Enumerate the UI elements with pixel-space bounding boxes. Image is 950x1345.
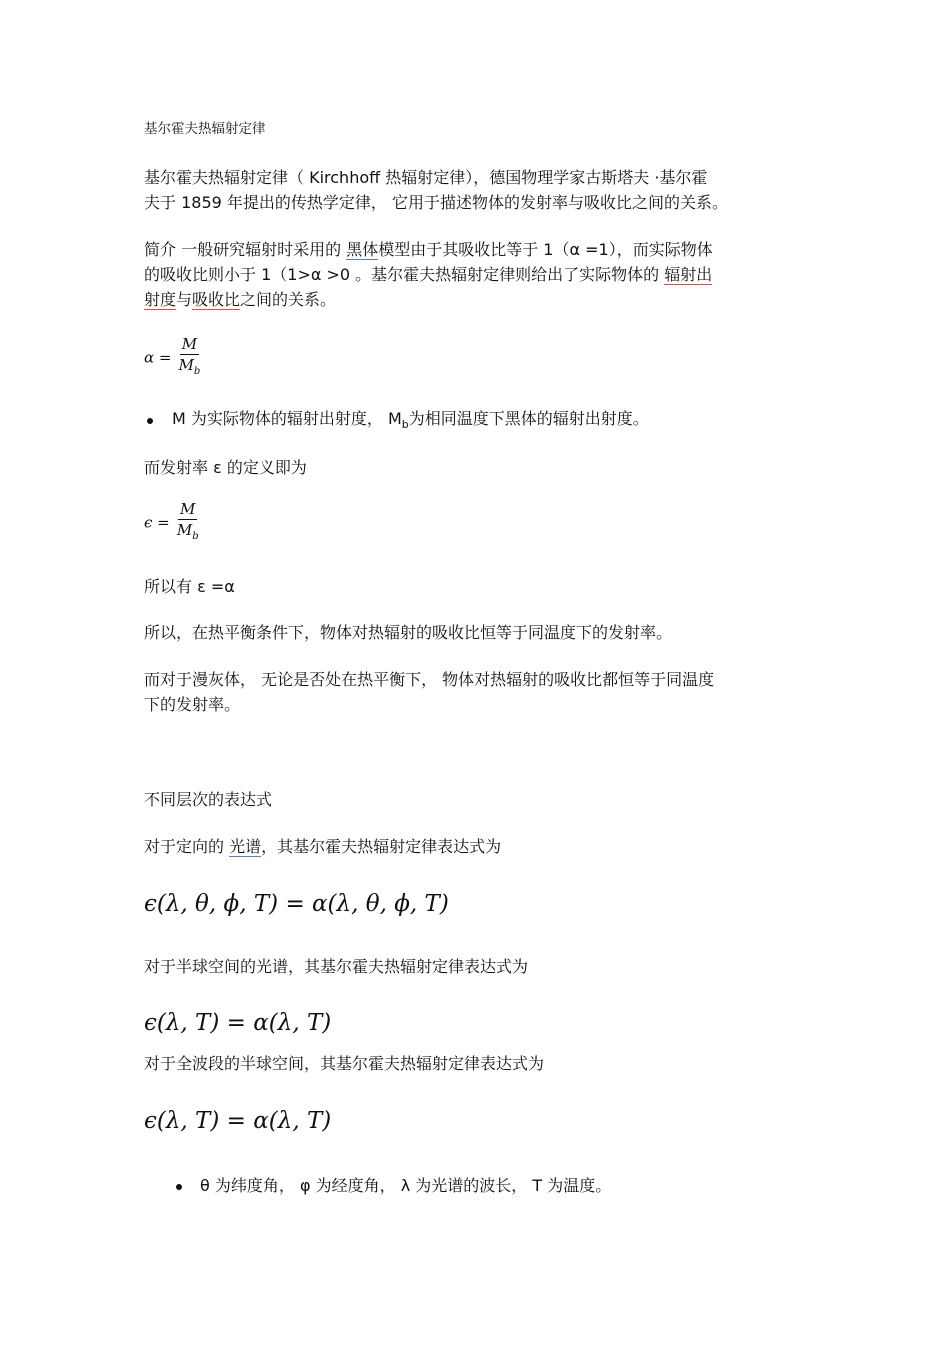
intro-line-1: 基尔霍夫热辐射定律（ Kirchhoff 热辐射定律），德国物理学家古斯塔夫 ·基尔霍 [144, 168, 708, 187]
emissivity-definition: 而发射率 ε 的定义即为 [144, 458, 307, 477]
link-radiant-exitance-part1[interactable]: 辐射出 [664, 265, 713, 284]
document-title: 基尔霍夫热辐射定律 [144, 121, 266, 137]
bullet-dot [176, 1184, 182, 1190]
link-blackbody[interactable]: 黑体 [346, 240, 379, 259]
bullet-dot [147, 418, 153, 424]
formula-epsilon: ϵ = $\frac{M}{M_b}$ [144, 500, 804, 546]
intro-paragraph [144, 165, 804, 215]
formula-alpha: α = $\frac{M}{M_b}$ [144, 335, 804, 381]
fraction-epsilon: $\frac{M}{M_b}$ [176, 500, 199, 542]
fraction-alpha: $\frac{M}{M_b}$ [178, 335, 201, 377]
section-heading-levels: 不同层次的表达式 [144, 790, 273, 809]
total-hemispherical-intro: 对于全波段的半球空间，其基尔霍夫热辐射定律表达式为 [144, 1054, 545, 1073]
summary-paragraph [144, 237, 804, 312]
equation-hemispherical: ϵ(λ, T) = α(λ, T) [144, 1010, 332, 1036]
directional-spectral-intro: 对于定向的 光谱，其基尔霍夫热辐射定律表达式为 [144, 837, 502, 856]
link-spectrum[interactable]: 光谱 [229, 837, 262, 856]
conclusion-equal: 所以有 ε =α [144, 577, 235, 596]
link-absorptivity[interactable]: 吸收比 [192, 290, 241, 309]
equation-total: ϵ(λ, T) = α(λ, T) [144, 1108, 332, 1134]
bullet-symbol-definitions: θ 为纬度角， φ 为经度角， λ 为光谱的波长， T 为温度。 [200, 1176, 612, 1195]
intro-line-2: 夫于 1859 年提出的传热学定律， 它用于描述物体的发射率与吸收比之间的关系。 [144, 193, 728, 212]
gray-line-1: 而对于漫灰体， 无论是否处在热平衡下， 物体对热辐射的吸收比都恒等于同温度 [144, 670, 715, 689]
gray-line-2: 下的发射率。 [144, 695, 241, 714]
summary-line-1: 简介 一般研究辐射时采用的 黑体模型由于其吸收比等于 1（α =1），而实际物体 [144, 240, 713, 259]
summary-line-2: 的吸收比则小于 1（1>α >0 。基尔霍夫热辐射定律则给出了实际物体的 辐射出 [144, 265, 713, 284]
equation-directional: ϵ(λ, θ, ϕ, T) = α(λ, θ, ϕ, T) [144, 891, 449, 917]
bullet-radiant-exitance: M 为实际物体的辐射出射度， $M_b$为相同温度下黑体的辐射出射度。 [172, 409, 649, 432]
hemispherical-spectral-intro: 对于半球空间的光谱，其基尔霍夫热辐射定律表达式为 [144, 957, 529, 976]
link-radiant-exitance-part2[interactable]: 射度 [144, 290, 177, 309]
summary-line-3: 射度与吸收比之间的关系。 [144, 290, 337, 309]
gray-body-paragraph [144, 667, 804, 717]
equilibrium-statement: 所以，在热平衡条件下，物体对热辐射的吸收比恒等于同温度下的发射率。 [144, 623, 673, 642]
